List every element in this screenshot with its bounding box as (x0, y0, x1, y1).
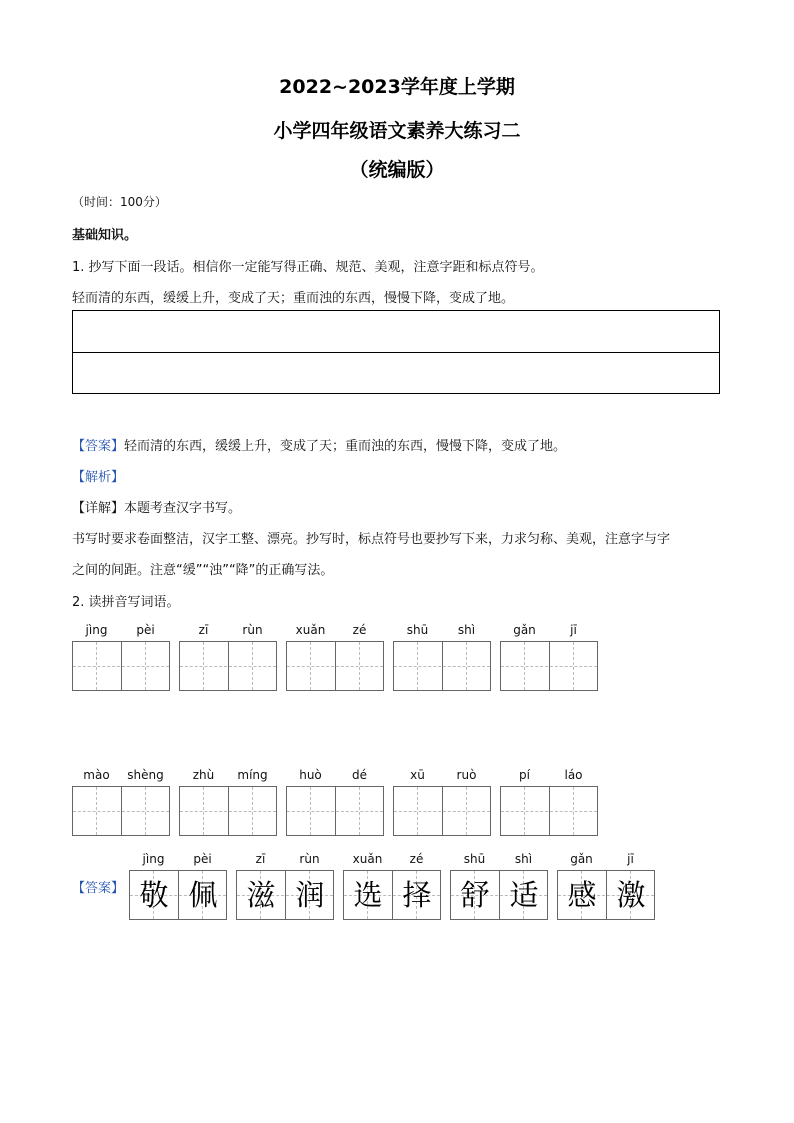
q1-prompt: 1. 抄写下面一段话。相信你一定能写得正确、规范、美观，注意字距和标点符号。 (72, 260, 544, 275)
pinyin-label: pí (519, 768, 530, 782)
q1-passage: 轻而清的东西，缓缓上升，变成了天；重而浊的东西，慢慢下降，变成了地。 (72, 291, 515, 306)
pinyin-label: gǎn (570, 852, 593, 866)
pinyin-label: zé (352, 623, 367, 637)
pinyin-label: shì (457, 623, 476, 637)
writing-cells[interactable] (393, 786, 491, 836)
writing-cells[interactable] (500, 641, 598, 691)
pinyin-label: jìng (85, 623, 108, 637)
writing-box-divider (73, 352, 719, 353)
pinyin-label: pèi (136, 623, 155, 637)
answer-char: 润 (295, 878, 325, 912)
edition-title: （统编版） (349, 159, 445, 181)
answer-text: 轻而清的东西，缓缓上升，变成了天；重而浊的东西，慢慢下降，变成了地。 (124, 439, 567, 454)
answer-cells (557, 870, 655, 920)
pinyin-label: gǎn (513, 623, 536, 637)
q1-detail (72, 497, 241, 516)
answer-char: 激 (616, 878, 646, 912)
pinyin-label: xū (410, 768, 425, 782)
answer-char: 舒 (460, 878, 490, 912)
writing-cells[interactable] (179, 786, 277, 836)
pinyin-label: huò (299, 768, 322, 782)
writing-cells[interactable] (72, 641, 170, 691)
pinyin-label: shū (406, 623, 429, 637)
writing-cells[interactable] (286, 786, 384, 836)
writing-cells[interactable] (72, 786, 170, 836)
pinyin-label: jìng (142, 852, 165, 866)
detail-tag: 【详解】 (72, 501, 125, 516)
q2-answer-tag: 【答案】 (72, 881, 125, 896)
answer-char: 适 (509, 878, 539, 912)
answer-char: 择 (402, 878, 432, 912)
writing-cells[interactable] (286, 641, 384, 691)
section-title: 基础知识。 (72, 228, 138, 243)
pinyin-label: zī (198, 623, 209, 637)
answer-char: 敬 (139, 878, 169, 912)
q2-prompt: 2. 读拼音写词语。 (72, 595, 180, 610)
answer-cells (236, 870, 334, 920)
writing-cells[interactable] (500, 786, 598, 836)
pinyin-label: zhù (192, 768, 215, 782)
exam-name-title: 小学四年级语文素养大练习二 (273, 120, 521, 142)
writing-cells[interactable] (393, 641, 491, 691)
q1-explain-line1: 书写时要求卷面整洁，汉字工整、漂亮。抄写时，标点符号也要抄写下来，力求匀称、美观，注意字与字 (72, 532, 671, 547)
exam-year-title: 2022~2023学年度上学期 (279, 76, 515, 98)
pinyin-label: shì (514, 852, 533, 866)
q1-writing-box[interactable] (72, 310, 720, 394)
answer-char: 选 (353, 878, 383, 912)
writing-cells[interactable] (179, 641, 277, 691)
answer-char: 滋 (246, 878, 276, 912)
pinyin-label: rùn (242, 623, 263, 637)
answer-char: 感 (567, 878, 597, 912)
answer-tag: 【答案】 (72, 439, 125, 454)
pinyin-label: dé (352, 768, 367, 782)
answer-cells (129, 870, 227, 920)
detail-text: 本题考查汉字书写。 (124, 501, 242, 516)
time-note: （时间：100分） (72, 195, 167, 209)
pinyin-label: láo (564, 768, 583, 782)
pinyin-label: zé (409, 852, 424, 866)
pinyin-label: xuǎn (295, 623, 326, 637)
answer-cells (450, 870, 548, 920)
pinyin-label: rùn (299, 852, 320, 866)
pinyin-label: jī (627, 852, 634, 866)
answer-cells (343, 870, 441, 920)
pinyin-label: shū (463, 852, 486, 866)
pinyin-label: jī (570, 623, 577, 637)
pinyin-label: xuǎn (352, 852, 383, 866)
q1-answer (72, 435, 566, 454)
pinyin-label: pèi (193, 852, 212, 866)
pinyin-label: mào (83, 768, 110, 782)
pinyin-label: ruò (456, 768, 477, 782)
pinyin-label: shèng (127, 768, 164, 782)
pinyin-label: míng (237, 768, 268, 782)
q1-explain-line2: 之间的间距。注意“缓”“浊”“降”的正确写法。 (72, 563, 334, 578)
pinyin-label: zī (255, 852, 266, 866)
q1-analysis-tag: 【解析】 (72, 470, 125, 485)
answer-char: 佩 (188, 878, 218, 912)
